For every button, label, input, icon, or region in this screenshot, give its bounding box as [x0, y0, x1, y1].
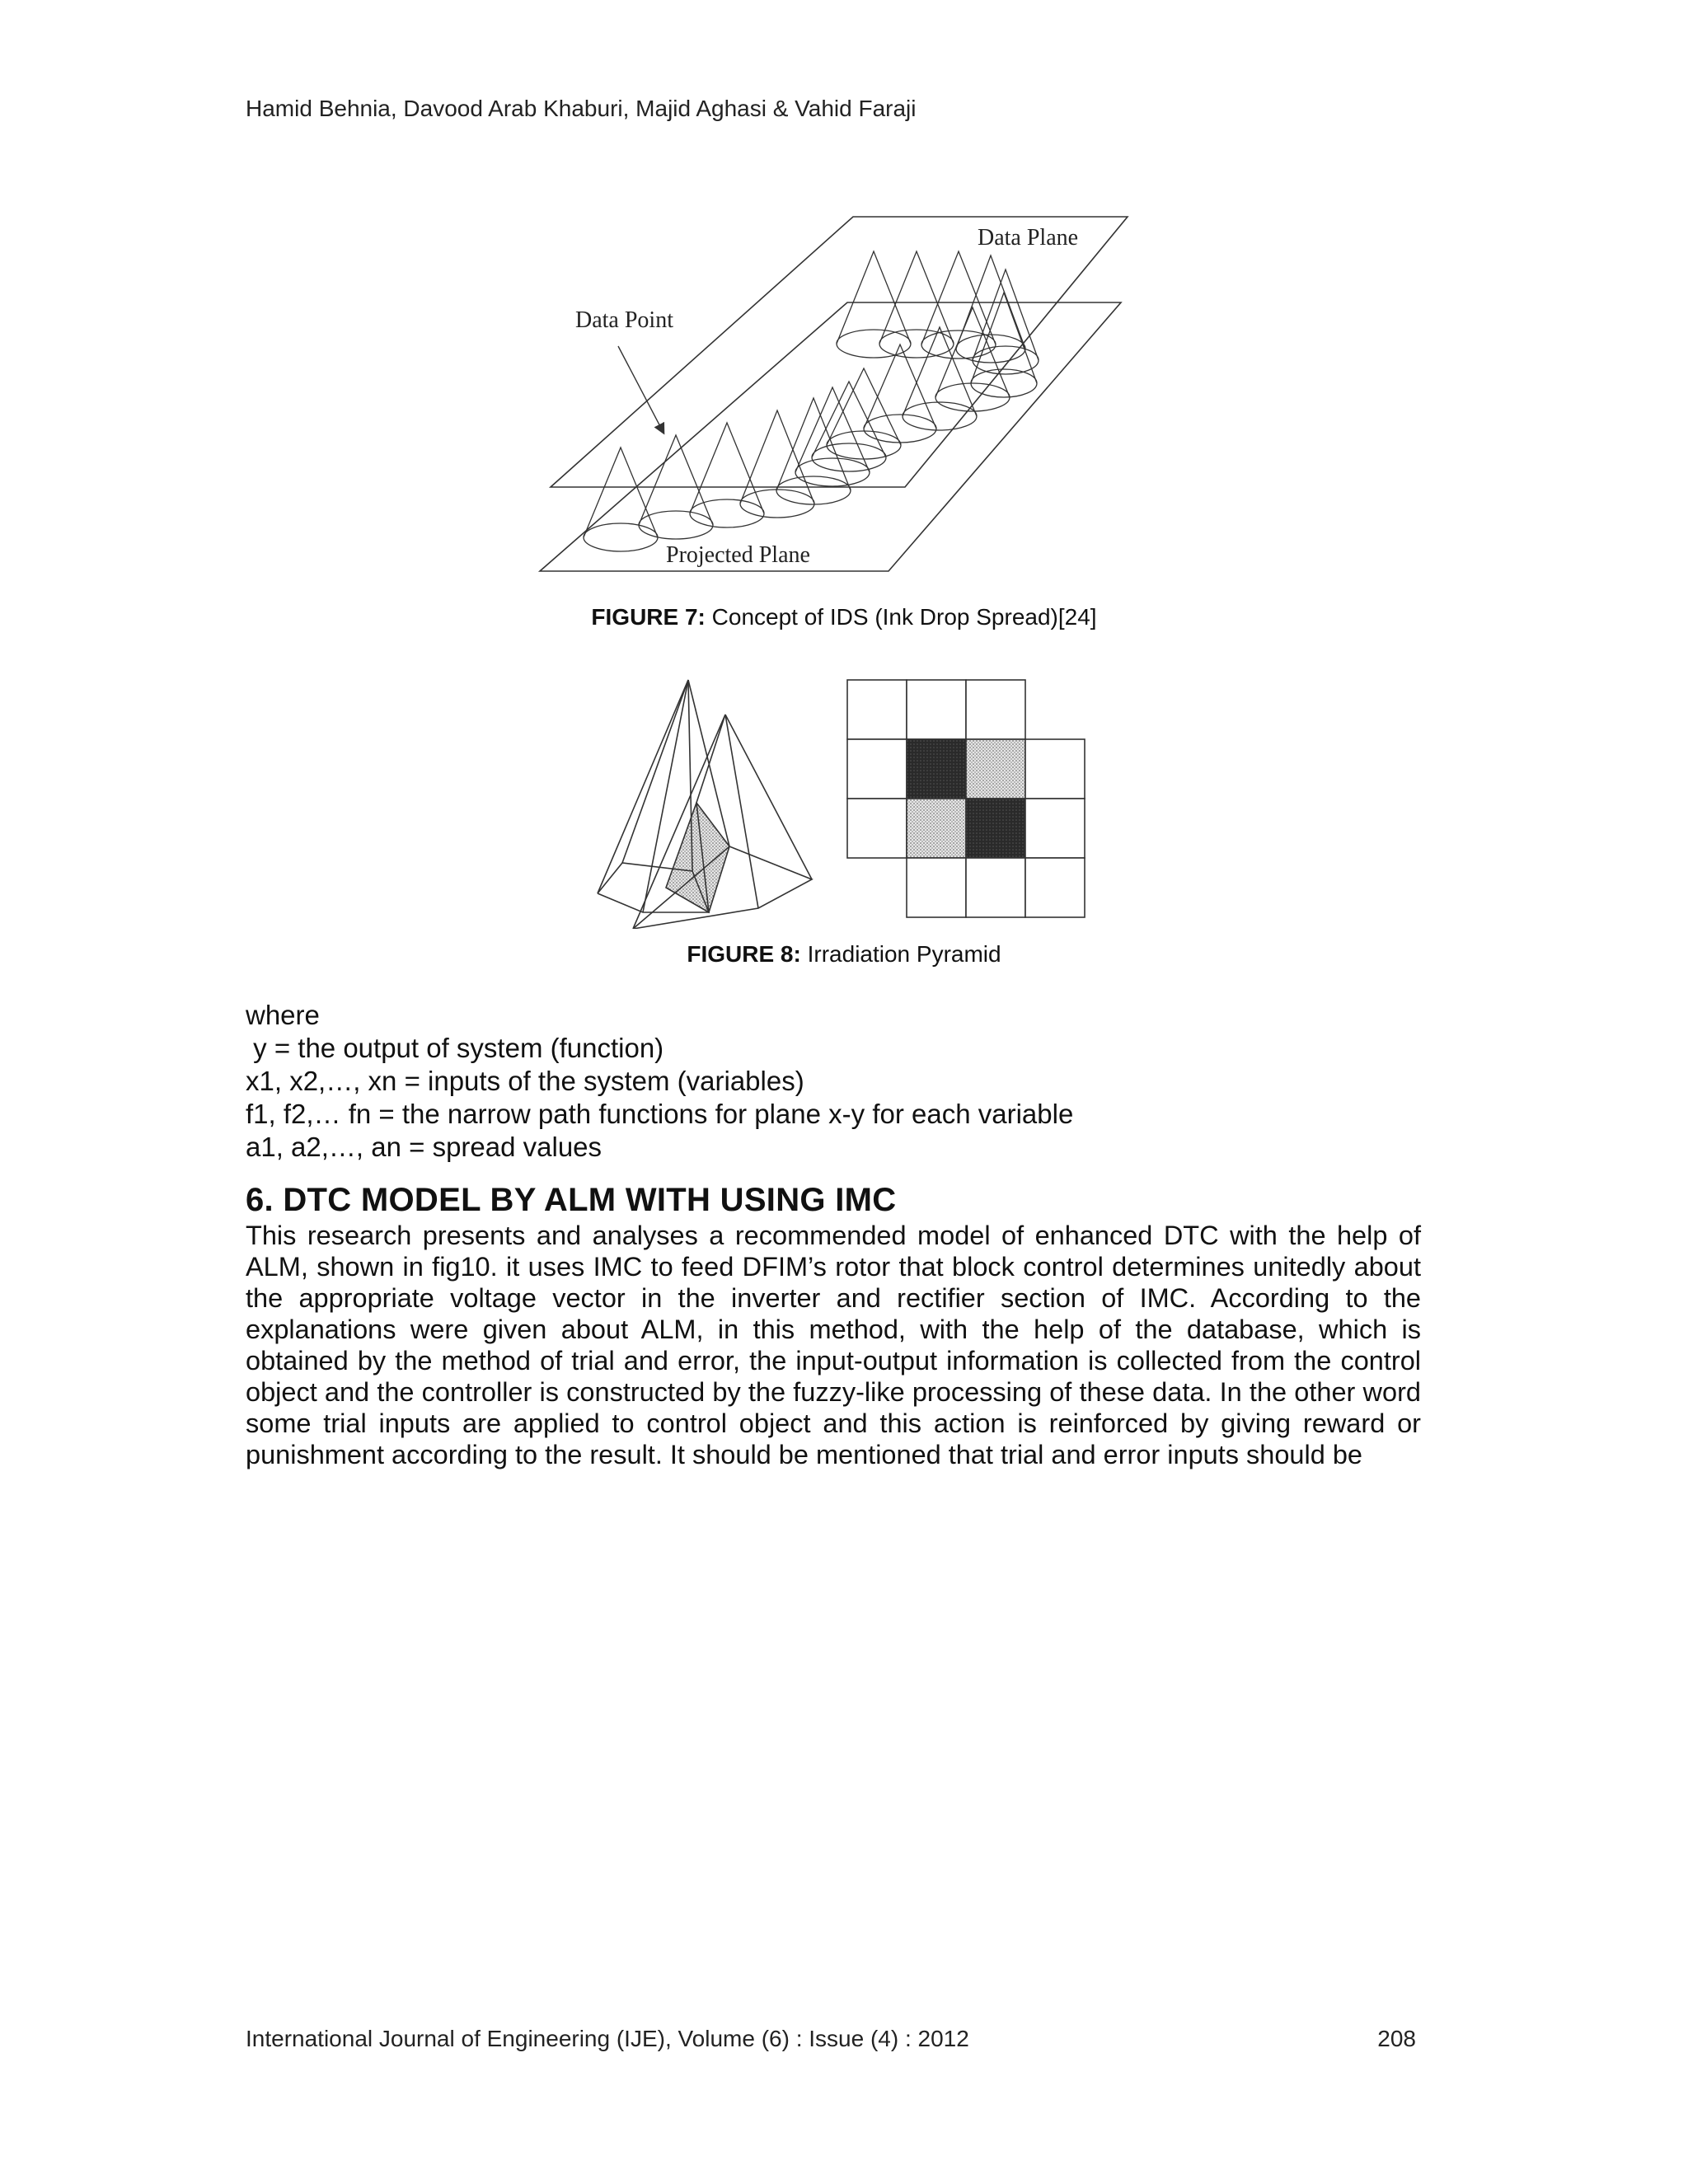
section-heading: 6. DTC MODEL BY ALM WITH USING IMC [246, 1182, 897, 1218]
grid-cell-light [907, 799, 966, 858]
grid-cell-dark [966, 799, 1025, 858]
figure-8-irradiation-pyramid [593, 677, 1088, 929]
definition-line: y = the output of system (function) [246, 1033, 664, 1063]
page-number: 208 [1377, 2026, 1416, 2051]
figure-7-ids-diagram [536, 210, 1146, 581]
pyramid-drawing [598, 680, 812, 929]
definition-line: a1, a2,…, an = spread values [246, 1132, 603, 1162]
label-projected-plane: Projected Plane [666, 542, 810, 568]
definition-line: x1, x2,…, xn = inputs of the system (variables) [246, 1066, 804, 1096]
footer-journal: International Journal of Engineering (IJE), Volume (6) : Issue (4) : 2012 [246, 2026, 969, 2051]
grid-cell-light [966, 739, 1025, 799]
grid-cell-dark [907, 739, 966, 799]
definition-line: f1, f2,… fn = the narrow path functions for plane x-y for each variable [246, 1099, 1074, 1129]
figure-8-caption: FIGURE 8: Irradiation Pyramid [687, 941, 1001, 967]
definition-line: where [246, 1000, 320, 1030]
data-plane [551, 217, 1128, 487]
body-paragraph: This research presents and analyses a recommended model of enhanced DTC with the help of ALM, shown in fig10. it uses IMC to feed DFIM’s rotor that block control determines unitedly about the appropriate voltage vector in the inverter and rectifier section of IMC. According to the explanations were given about ALM, in this method, with the help of the database, which is obtained by the method of trial and error, the input-output information is collected from the control object and the controller is constructed by the fuzzy-like processing of these data. In the other word some trial inputs are applied to control object and this action is reinforced by giving reward or punishment according to the result. It should be mentioned that trial and error inputs should be [246, 1221, 1421, 1469]
label-data-point: Data Point [575, 307, 673, 333]
figure-7-caption: FIGURE 7: Concept of IDS (Ink Drop Spread)[24] [591, 604, 1097, 630]
variable-definitions [246, 999, 1432, 1164]
irradiation-grid [847, 680, 1085, 917]
ink-drop-cones [584, 251, 1039, 551]
data-point-arrow [618, 346, 663, 433]
running-header: Hamid Behnia, Davood Arab Khaburi, Majid Aghasi & Vahid Faraji [246, 96, 917, 121]
label-data-plane: Data Plane [978, 225, 1079, 251]
